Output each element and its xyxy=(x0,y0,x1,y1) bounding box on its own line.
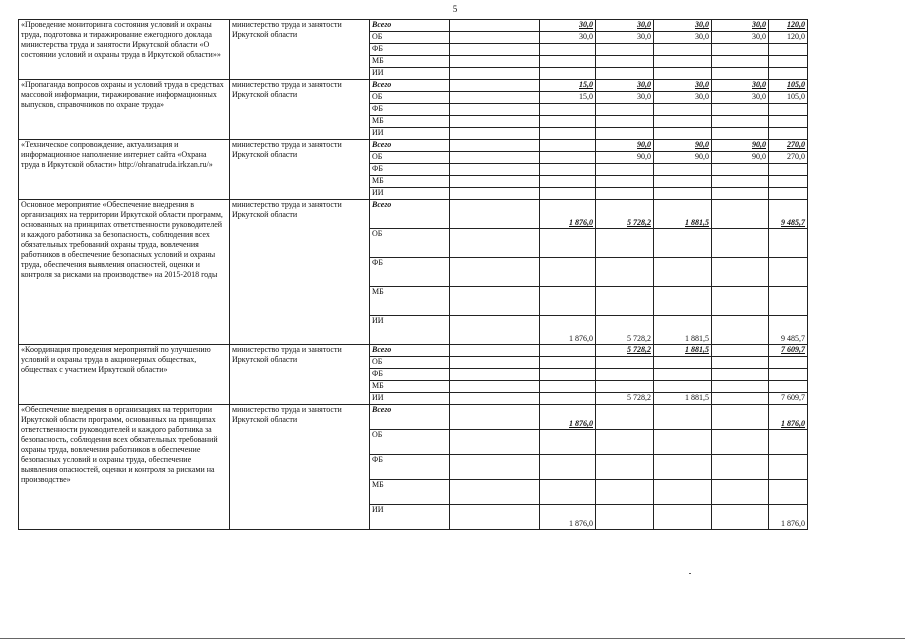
funding-source: Всего xyxy=(370,140,450,152)
value-cell xyxy=(654,258,712,287)
value-cell xyxy=(712,200,769,229)
value-cell xyxy=(450,152,540,164)
value-cell: 30,0 xyxy=(654,32,712,44)
value-cell xyxy=(712,287,769,316)
value-cell xyxy=(450,80,540,92)
value-cell xyxy=(450,140,540,152)
value-cell xyxy=(596,430,654,455)
total-value-cell: 9 485,7 xyxy=(769,316,808,345)
funding-source: ОБ xyxy=(370,430,450,455)
total-value-cell xyxy=(769,44,808,56)
scan-edge-line xyxy=(0,638,905,639)
total-value-cell: 105,0 xyxy=(769,80,808,92)
total-value-cell xyxy=(769,258,808,287)
total-value-cell xyxy=(769,357,808,369)
activity-name: «Обеспечение внедрения в организациях на территории Иркутской области программ, основанных на принципах ответственности руководителей и каждого работника за безопасность, соблюдения всех обязательных требований охраны труда, вовлечения работников в обеспечение безопасных условий и охраны труда, обеспечение выявления опасностей, оценки и контроля за рисками на производстве» xyxy=(19,405,230,530)
value-cell xyxy=(712,56,769,68)
funding-source: Всего xyxy=(370,20,450,32)
value-cell xyxy=(712,258,769,287)
total-value-cell: 120,0 xyxy=(769,32,808,44)
total-value-cell: 1 876,0 xyxy=(769,505,808,530)
funding-source: ОБ xyxy=(370,229,450,258)
value-cell: 15,0 xyxy=(540,80,596,92)
value-cell xyxy=(450,32,540,44)
program-activities-table xyxy=(18,19,808,530)
funding-source: Всего xyxy=(370,80,450,92)
value-cell: 5 728,2 xyxy=(596,316,654,345)
value-cell xyxy=(450,258,540,287)
funding-source: Всего xyxy=(370,200,450,229)
responsible-executor: министерство труда и занятости Иркутской области xyxy=(230,20,370,80)
value-cell xyxy=(712,393,769,405)
total-value-cell xyxy=(769,128,808,140)
value-cell xyxy=(654,44,712,56)
funding-source: ФБ xyxy=(370,258,450,287)
table-row xyxy=(19,200,808,229)
table-row xyxy=(19,405,808,430)
value-cell xyxy=(654,369,712,381)
value-cell xyxy=(596,369,654,381)
value-cell xyxy=(450,68,540,80)
value-cell: 1 876,0 xyxy=(540,200,596,229)
table-row xyxy=(19,345,808,357)
value-cell xyxy=(540,176,596,188)
total-value-cell xyxy=(769,68,808,80)
value-cell: 30,0 xyxy=(654,20,712,32)
value-cell: 90,0 xyxy=(712,152,769,164)
value-cell xyxy=(596,229,654,258)
value-cell: 30,0 xyxy=(712,92,769,104)
funding-source: ОБ xyxy=(370,152,450,164)
funding-source: ИИ xyxy=(370,505,450,530)
value-cell xyxy=(712,68,769,80)
value-cell xyxy=(596,258,654,287)
value-cell xyxy=(654,381,712,393)
value-cell xyxy=(450,505,540,530)
value-cell xyxy=(712,369,769,381)
table-row xyxy=(19,80,808,92)
table-row xyxy=(19,20,808,32)
value-cell xyxy=(712,430,769,455)
total-value-cell xyxy=(769,116,808,128)
value-cell xyxy=(712,104,769,116)
value-cell xyxy=(450,176,540,188)
total-value-cell xyxy=(769,369,808,381)
value-cell xyxy=(596,505,654,530)
funding-source: ИИ xyxy=(370,188,450,200)
responsible-executor: министерство труда и занятости Иркутской области xyxy=(230,140,370,200)
funding-source: МБ xyxy=(370,116,450,128)
total-value-cell xyxy=(769,455,808,480)
funding-source: ОБ xyxy=(370,32,450,44)
value-cell xyxy=(596,357,654,369)
total-value-cell xyxy=(769,381,808,393)
value-cell xyxy=(450,229,540,258)
value-cell: 5 728,2 xyxy=(596,393,654,405)
value-cell xyxy=(540,68,596,80)
value-cell xyxy=(712,405,769,430)
total-value-cell xyxy=(769,430,808,455)
value-cell xyxy=(540,480,596,505)
value-cell xyxy=(712,128,769,140)
funding-source: МБ xyxy=(370,381,450,393)
value-cell: 90,0 xyxy=(712,140,769,152)
value-cell xyxy=(654,128,712,140)
value-cell xyxy=(450,405,540,430)
value-cell xyxy=(450,200,540,229)
value-cell: 1 876,0 xyxy=(540,405,596,430)
total-value-cell: 270,0 xyxy=(769,152,808,164)
value-cell xyxy=(654,430,712,455)
value-cell xyxy=(540,140,596,152)
responsible-executor: министерство труда и занятости Иркутской области xyxy=(230,345,370,405)
value-cell xyxy=(540,287,596,316)
value-cell: 30,0 xyxy=(654,80,712,92)
responsible-executor: министерство труда и занятости Иркутской области xyxy=(230,80,370,140)
funding-source: МБ xyxy=(370,287,450,316)
value-cell xyxy=(540,393,596,405)
value-cell xyxy=(540,56,596,68)
value-cell xyxy=(712,480,769,505)
value-cell xyxy=(654,104,712,116)
value-cell: 30,0 xyxy=(540,20,596,32)
value-cell xyxy=(712,505,769,530)
value-cell xyxy=(540,152,596,164)
value-cell xyxy=(654,68,712,80)
funding-source: Всего xyxy=(370,345,450,357)
value-cell xyxy=(450,357,540,369)
funding-source: ОБ xyxy=(370,92,450,104)
value-cell: 90,0 xyxy=(654,140,712,152)
value-cell xyxy=(450,287,540,316)
value-cell xyxy=(450,369,540,381)
value-cell xyxy=(596,287,654,316)
value-cell xyxy=(540,229,596,258)
funding-source: ОБ xyxy=(370,357,450,369)
value-cell xyxy=(450,164,540,176)
funding-source: ФБ xyxy=(370,104,450,116)
funding-source: МБ xyxy=(370,480,450,505)
total-value-cell xyxy=(769,229,808,258)
value-cell: 15,0 xyxy=(540,92,596,104)
activity-name: «Пропаганда вопросов охраны и условий труда в средствах массовой информации, тиражирование информационных выпусков, справочников по охране труда» xyxy=(19,80,230,140)
funding-source: ФБ xyxy=(370,164,450,176)
value-cell: 1 881,5 xyxy=(654,200,712,229)
value-cell xyxy=(540,116,596,128)
funding-source: ИИ xyxy=(370,316,450,345)
funding-source: Всего xyxy=(370,405,450,430)
total-value-cell xyxy=(769,56,808,68)
value-cell: 30,0 xyxy=(596,20,654,32)
total-value-cell xyxy=(769,164,808,176)
funding-source: ИИ xyxy=(370,128,450,140)
value-cell xyxy=(540,430,596,455)
value-cell xyxy=(654,176,712,188)
value-cell xyxy=(596,116,654,128)
value-cell xyxy=(450,20,540,32)
value-cell xyxy=(712,357,769,369)
value-cell xyxy=(596,405,654,430)
value-cell xyxy=(596,128,654,140)
total-value-cell xyxy=(769,104,808,116)
value-cell xyxy=(712,164,769,176)
value-cell xyxy=(540,357,596,369)
activity-name: «Координация проведения мероприятий по улучшению условий и охраны труда в акционерных обществах, обществах с участием Иркутской области» xyxy=(19,345,230,405)
funding-source: МБ xyxy=(370,176,450,188)
value-cell xyxy=(450,455,540,480)
value-cell xyxy=(450,44,540,56)
value-cell xyxy=(654,287,712,316)
value-cell xyxy=(712,116,769,128)
value-cell: 5 728,2 xyxy=(596,200,654,229)
value-cell xyxy=(450,430,540,455)
value-cell xyxy=(596,164,654,176)
total-value-cell xyxy=(769,480,808,505)
value-cell xyxy=(450,381,540,393)
value-cell xyxy=(540,455,596,480)
value-cell: 90,0 xyxy=(654,152,712,164)
value-cell: 90,0 xyxy=(596,152,654,164)
value-cell xyxy=(596,381,654,393)
total-value-cell: 270,0 xyxy=(769,140,808,152)
value-cell xyxy=(540,345,596,357)
value-cell: 30,0 xyxy=(540,32,596,44)
value-cell xyxy=(596,44,654,56)
value-cell xyxy=(540,44,596,56)
total-value-cell xyxy=(769,188,808,200)
total-value-cell: 1 876,0 xyxy=(769,405,808,430)
value-cell: 30,0 xyxy=(596,32,654,44)
value-cell xyxy=(712,44,769,56)
value-cell: 30,0 xyxy=(712,32,769,44)
value-cell: 1 881,5 xyxy=(654,393,712,405)
total-value-cell: 9 485,7 xyxy=(769,200,808,229)
activity-name: «Техническое сопровождение, актуализация и информационное наполнение интернет сайта «Охрана труда в Иркутской области» http://ohranatruda.irkzan.ru/» xyxy=(19,140,230,200)
value-cell xyxy=(450,188,540,200)
total-value-cell: 105,0 xyxy=(769,92,808,104)
value-cell xyxy=(450,393,540,405)
value-cell xyxy=(540,258,596,287)
value-cell: 5 728,2 xyxy=(596,345,654,357)
value-cell xyxy=(654,455,712,480)
total-value-cell: 7 609,7 xyxy=(769,393,808,405)
funding-source: ИИ xyxy=(370,393,450,405)
value-cell: 1 876,0 xyxy=(540,316,596,345)
funding-source: ФБ xyxy=(370,44,450,56)
value-cell: 1 881,5 xyxy=(654,316,712,345)
value-cell xyxy=(540,104,596,116)
value-cell: 90,0 xyxy=(596,140,654,152)
value-cell xyxy=(596,68,654,80)
value-cell xyxy=(654,357,712,369)
value-cell: 30,0 xyxy=(654,92,712,104)
funding-source: ИИ xyxy=(370,68,450,80)
value-cell xyxy=(596,104,654,116)
value-cell xyxy=(596,188,654,200)
value-cell: 30,0 xyxy=(596,80,654,92)
value-cell xyxy=(450,128,540,140)
value-cell xyxy=(712,381,769,393)
value-cell: 30,0 xyxy=(712,20,769,32)
funding-source: ФБ xyxy=(370,369,450,381)
value-cell xyxy=(450,92,540,104)
value-cell xyxy=(654,116,712,128)
value-cell xyxy=(450,345,540,357)
value-cell xyxy=(540,188,596,200)
value-cell xyxy=(712,345,769,357)
value-cell xyxy=(712,455,769,480)
value-cell xyxy=(654,405,712,430)
value-cell xyxy=(540,381,596,393)
total-value-cell: 120,0 xyxy=(769,20,808,32)
total-value-cell xyxy=(769,176,808,188)
value-cell: 30,0 xyxy=(712,80,769,92)
value-cell xyxy=(596,480,654,505)
funding-source: ФБ xyxy=(370,455,450,480)
value-cell xyxy=(654,480,712,505)
scan-speck xyxy=(689,573,691,574)
value-cell xyxy=(654,164,712,176)
activity-name: Основное мероприятие «Обеспечение внедрения в организациях на территории Иркутской области программ, основанных на принципах ответственности руководителей и каждого работника за безопасность, соблюдения всех обязательных требований охраны труда, вовлечения работников в обеспечение безопасных условий и охраны труда, обеспечения выявления опасностей, оценки и контроля за рисками на производстве» на 2015-2018 годы xyxy=(19,200,230,345)
responsible-executor: министерство труда и занятости Иркутской области xyxy=(230,200,370,345)
value-cell xyxy=(540,164,596,176)
value-cell xyxy=(450,316,540,345)
value-cell xyxy=(654,229,712,258)
funding-source: МБ xyxy=(370,56,450,68)
value-cell: 1 876,0 xyxy=(540,505,596,530)
total-value-cell xyxy=(769,287,808,316)
value-cell: 1 881,5 xyxy=(654,345,712,357)
value-cell xyxy=(712,229,769,258)
value-cell: 30,0 xyxy=(596,92,654,104)
responsible-executor: министерство труда и занятости Иркутской области xyxy=(230,405,370,530)
activity-name: «Проведение мониторинга состояния условий и охраны труда, подготовка и тиражирование ежегодного доклада министерства труда и занятости Иркутской области «О состоянии условий и охраны труда в Иркутской области»» xyxy=(19,20,230,80)
value-cell xyxy=(712,188,769,200)
value-cell xyxy=(596,56,654,68)
value-cell xyxy=(540,128,596,140)
value-cell xyxy=(540,369,596,381)
total-value-cell: 7 609,7 xyxy=(769,345,808,357)
table-row xyxy=(19,140,808,152)
value-cell xyxy=(654,56,712,68)
value-cell xyxy=(596,176,654,188)
value-cell xyxy=(450,480,540,505)
page-number: 5 xyxy=(452,4,458,14)
value-cell xyxy=(596,455,654,480)
value-cell xyxy=(712,176,769,188)
value-cell xyxy=(450,104,540,116)
value-cell xyxy=(654,505,712,530)
value-cell xyxy=(450,116,540,128)
value-cell xyxy=(712,316,769,345)
value-cell xyxy=(654,188,712,200)
value-cell xyxy=(450,56,540,68)
